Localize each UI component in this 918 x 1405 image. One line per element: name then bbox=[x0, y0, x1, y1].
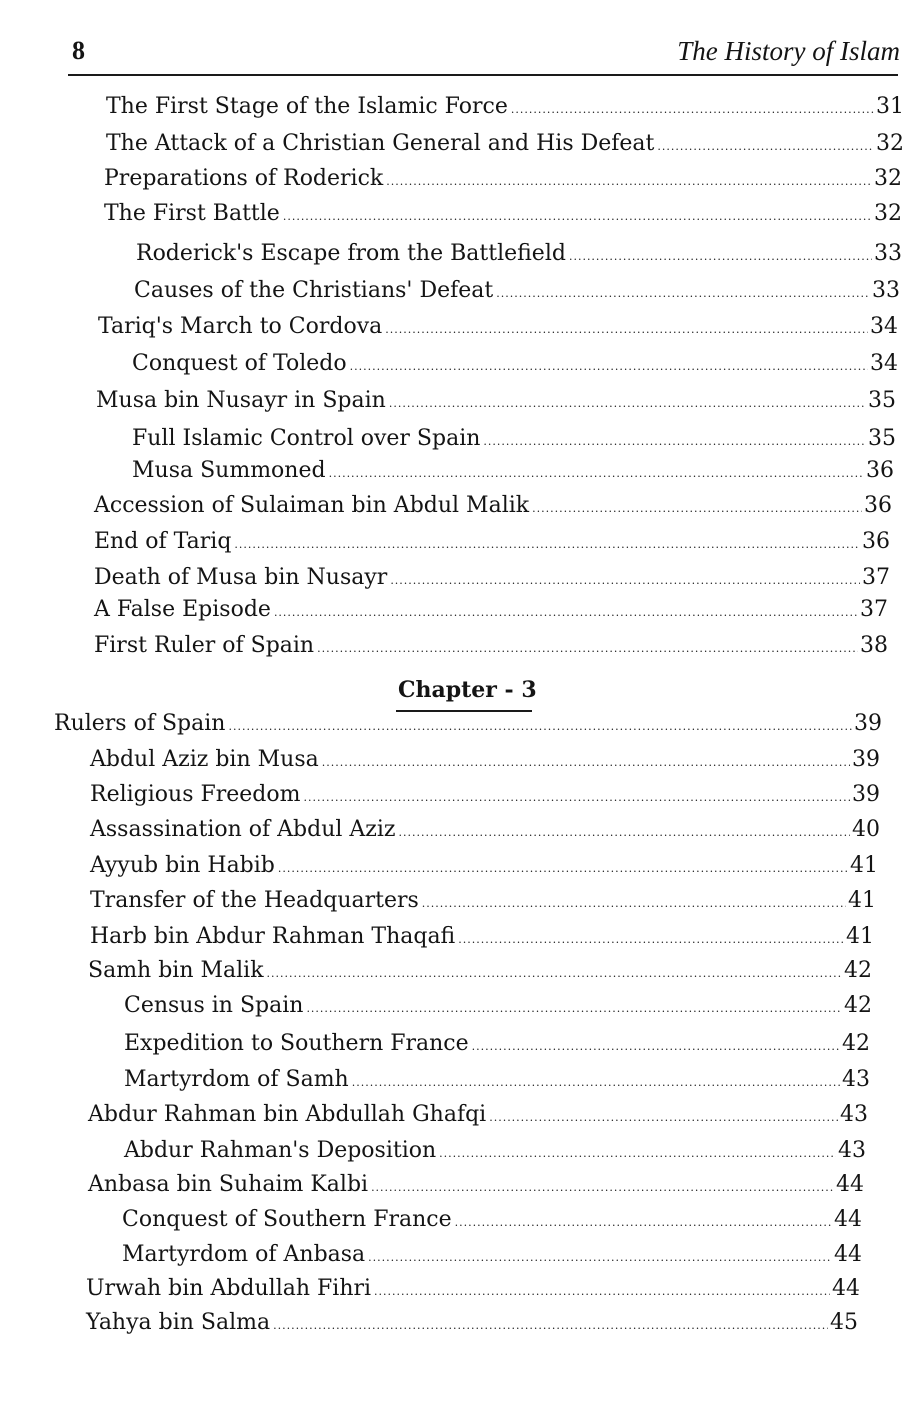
toc-entry-title: Rulers of Spain bbox=[54, 711, 226, 736]
toc-entry-page: 33 bbox=[872, 278, 900, 303]
toc-entry-page: 44 bbox=[836, 1172, 864, 1197]
running-title: The History of Islam bbox=[677, 36, 900, 66]
toc-entry bbox=[136, 240, 902, 268]
toc-entry-title: The First Stage of the Islamic Force bbox=[106, 94, 508, 119]
dot-leader bbox=[274, 607, 858, 618]
toc-entry-title: Urwah bin Abdullah Fihri bbox=[86, 1276, 372, 1301]
toc-entry bbox=[122, 1206, 862, 1234]
dot-leader bbox=[439, 1148, 836, 1159]
toc-entry-title: Census in Spain bbox=[124, 993, 304, 1018]
toc-entry bbox=[86, 1309, 858, 1337]
chapter-heading: Chapter - 3 bbox=[398, 677, 537, 703]
toc-entry-page: 31 bbox=[876, 94, 904, 119]
toc-entry bbox=[94, 564, 890, 592]
toc-entry bbox=[132, 457, 894, 485]
toc-entry-title: Expedition to Southern France bbox=[124, 1031, 469, 1056]
toc-entry-title: Yahya bin Salma bbox=[86, 1310, 271, 1335]
toc-entry-page: 44 bbox=[834, 1207, 862, 1232]
dot-leader bbox=[657, 141, 874, 152]
toc-entry-page: 36 bbox=[864, 493, 892, 518]
toc-entry bbox=[124, 1066, 870, 1094]
toc-entry bbox=[54, 710, 882, 738]
dot-leader bbox=[390, 575, 860, 586]
toc-entry-page: 37 bbox=[862, 565, 890, 590]
dot-leader bbox=[317, 643, 858, 654]
toc-entry bbox=[106, 130, 904, 158]
toc-entry-page: 43 bbox=[842, 1067, 870, 1092]
toc-entry bbox=[132, 425, 896, 453]
toc-entry-page: 33 bbox=[874, 241, 902, 266]
toc-entry-page: 35 bbox=[868, 388, 896, 413]
toc-entry bbox=[90, 923, 874, 951]
toc-entry bbox=[124, 1030, 870, 1058]
toc-entry bbox=[94, 632, 888, 660]
toc-entry bbox=[88, 957, 872, 985]
toc-entry bbox=[134, 277, 900, 305]
toc-entry-title: Conquest of Southern France bbox=[122, 1207, 452, 1232]
toc-entry bbox=[90, 887, 876, 915]
toc-entry bbox=[90, 816, 880, 844]
toc-entry bbox=[132, 350, 898, 378]
toc-entry bbox=[90, 852, 878, 880]
toc-entry-title: Martyrdom of Anbasa bbox=[122, 1242, 366, 1267]
toc-entry-page: 32 bbox=[876, 131, 904, 156]
toc-entry bbox=[96, 387, 896, 415]
toc-entry bbox=[88, 1101, 868, 1129]
dot-leader bbox=[371, 1182, 834, 1193]
dot-leader bbox=[489, 1112, 838, 1123]
toc-entry-page: 43 bbox=[840, 1102, 868, 1127]
toc-entry bbox=[90, 746, 880, 774]
toc-entry-title: A False Episode bbox=[94, 597, 271, 622]
toc-entry-title: Causes of the Christians' Defeat bbox=[134, 278, 494, 303]
toc-entry-page: 42 bbox=[844, 993, 872, 1018]
toc-entry-title: Assassination of Abdul Aziz bbox=[90, 817, 396, 842]
toc-entry-title: Musa Summoned bbox=[132, 458, 326, 483]
dot-leader bbox=[458, 934, 844, 945]
dot-leader bbox=[278, 863, 848, 874]
toc-entry-title: Harb bin Abdur Rahman Thaqafi bbox=[90, 924, 456, 949]
toc-entry bbox=[124, 1137, 866, 1165]
toc-entry-page: 43 bbox=[838, 1138, 866, 1163]
dot-leader bbox=[267, 968, 842, 979]
dot-leader bbox=[322, 757, 850, 768]
toc-entry-title: Transfer of the Headquarters bbox=[90, 888, 419, 913]
toc-entry-page: 38 bbox=[860, 633, 888, 658]
toc-entry-page: 39 bbox=[852, 782, 880, 807]
toc-entry-title: Roderick's Escape from the Battlefield bbox=[136, 241, 566, 266]
dot-leader bbox=[368, 1252, 832, 1263]
dot-leader bbox=[389, 398, 866, 409]
dot-leader bbox=[350, 361, 868, 372]
dot-leader bbox=[532, 503, 862, 514]
toc-entry-title: Preparations of Roderick bbox=[104, 166, 384, 191]
toc-entry-page: 35 bbox=[868, 426, 896, 451]
toc-entry bbox=[94, 596, 888, 624]
toc-entry-page: 42 bbox=[842, 1031, 870, 1056]
dot-leader bbox=[283, 211, 872, 222]
dot-leader bbox=[455, 1217, 832, 1228]
dot-leader bbox=[329, 468, 864, 479]
toc-entry-page: 44 bbox=[834, 1242, 862, 1267]
toc-entry-page: 32 bbox=[874, 166, 902, 191]
dot-leader bbox=[399, 827, 850, 838]
toc-entry bbox=[104, 200, 902, 228]
toc-entry bbox=[124, 992, 872, 1020]
toc-entry-title: Abdur Rahman's Deposition bbox=[124, 1138, 437, 1163]
toc-entry-title: Musa bin Nusayr in Spain bbox=[96, 388, 386, 413]
toc-entry bbox=[94, 492, 892, 520]
dot-leader bbox=[385, 324, 868, 335]
toc-entry bbox=[98, 313, 898, 341]
toc-entry-title: Anbasa bin Suhaim Kalbi bbox=[88, 1172, 369, 1197]
header-rule bbox=[68, 74, 898, 76]
toc-entry bbox=[88, 1171, 864, 1199]
toc-entry-page: 41 bbox=[850, 853, 878, 878]
toc-entry-page: 41 bbox=[846, 924, 874, 949]
toc-entry-page: 42 bbox=[844, 958, 872, 983]
dot-leader bbox=[511, 104, 874, 115]
dot-leader bbox=[234, 539, 860, 550]
dot-leader bbox=[303, 792, 850, 803]
toc-entry bbox=[90, 781, 880, 809]
toc-entry bbox=[94, 528, 890, 556]
dot-leader bbox=[352, 1077, 840, 1088]
page-number: 8 bbox=[72, 36, 85, 65]
dot-leader bbox=[273, 1320, 828, 1331]
toc-entry-title: The First Battle bbox=[104, 201, 280, 226]
toc-entry-title: Martyrdom of Samh bbox=[124, 1067, 349, 1092]
toc-entry-title: First Ruler of Spain bbox=[94, 633, 315, 658]
toc-entry-title: Abdul Aziz bin Musa bbox=[90, 747, 319, 772]
toc-entry bbox=[86, 1275, 860, 1303]
toc-entry-title: Full Islamic Control over Spain bbox=[132, 426, 481, 451]
dot-leader bbox=[472, 1041, 840, 1052]
dot-leader bbox=[483, 436, 866, 447]
toc-entry-page: 32 bbox=[874, 201, 902, 226]
toc-entry-page: 45 bbox=[830, 1310, 858, 1335]
toc-entry-title: Abdur Rahman bin Abdullah Ghafqi bbox=[88, 1102, 487, 1127]
toc-entry-page: 39 bbox=[854, 711, 882, 736]
toc-entry-page: 36 bbox=[862, 529, 890, 554]
toc-entry-title: Ayyub bin Habib bbox=[90, 853, 275, 878]
toc-entry-page: 37 bbox=[860, 597, 888, 622]
dot-leader bbox=[374, 1286, 830, 1297]
toc-entry-title: Death of Musa bin Nusayr bbox=[94, 565, 388, 590]
toc-entry-title: Samh bin Malik bbox=[88, 958, 264, 983]
dot-leader bbox=[496, 288, 870, 299]
toc-entry-title: Religious Freedom bbox=[90, 782, 301, 807]
dot-leader bbox=[569, 251, 872, 262]
dot-leader bbox=[422, 898, 846, 909]
toc-entry-page: 39 bbox=[852, 747, 880, 772]
toc-entry-page: 34 bbox=[870, 314, 898, 339]
toc-entry-page: 41 bbox=[848, 888, 876, 913]
toc-entry-title: The Attack of a Christian General and His Defeat bbox=[106, 131, 655, 156]
toc-entry bbox=[106, 93, 904, 121]
toc-entry bbox=[122, 1241, 862, 1269]
dot-leader bbox=[306, 1003, 842, 1014]
dot-leader bbox=[386, 176, 872, 187]
toc-entry-page: 44 bbox=[832, 1276, 860, 1301]
toc-entry-title: Tariq's March to Cordova bbox=[98, 314, 383, 339]
dot-leader bbox=[228, 721, 852, 732]
toc-entry-title: End of Tariq bbox=[94, 529, 232, 554]
toc-entry bbox=[104, 165, 902, 193]
toc-entry-page: 40 bbox=[852, 817, 880, 842]
toc-entry-title: Accession of Sulaiman bin Abdul Malik bbox=[94, 493, 530, 518]
toc-entry-title: Conquest of Toledo bbox=[132, 351, 347, 376]
toc-entry-page: 36 bbox=[866, 458, 894, 483]
toc-entry-page: 34 bbox=[870, 351, 898, 376]
